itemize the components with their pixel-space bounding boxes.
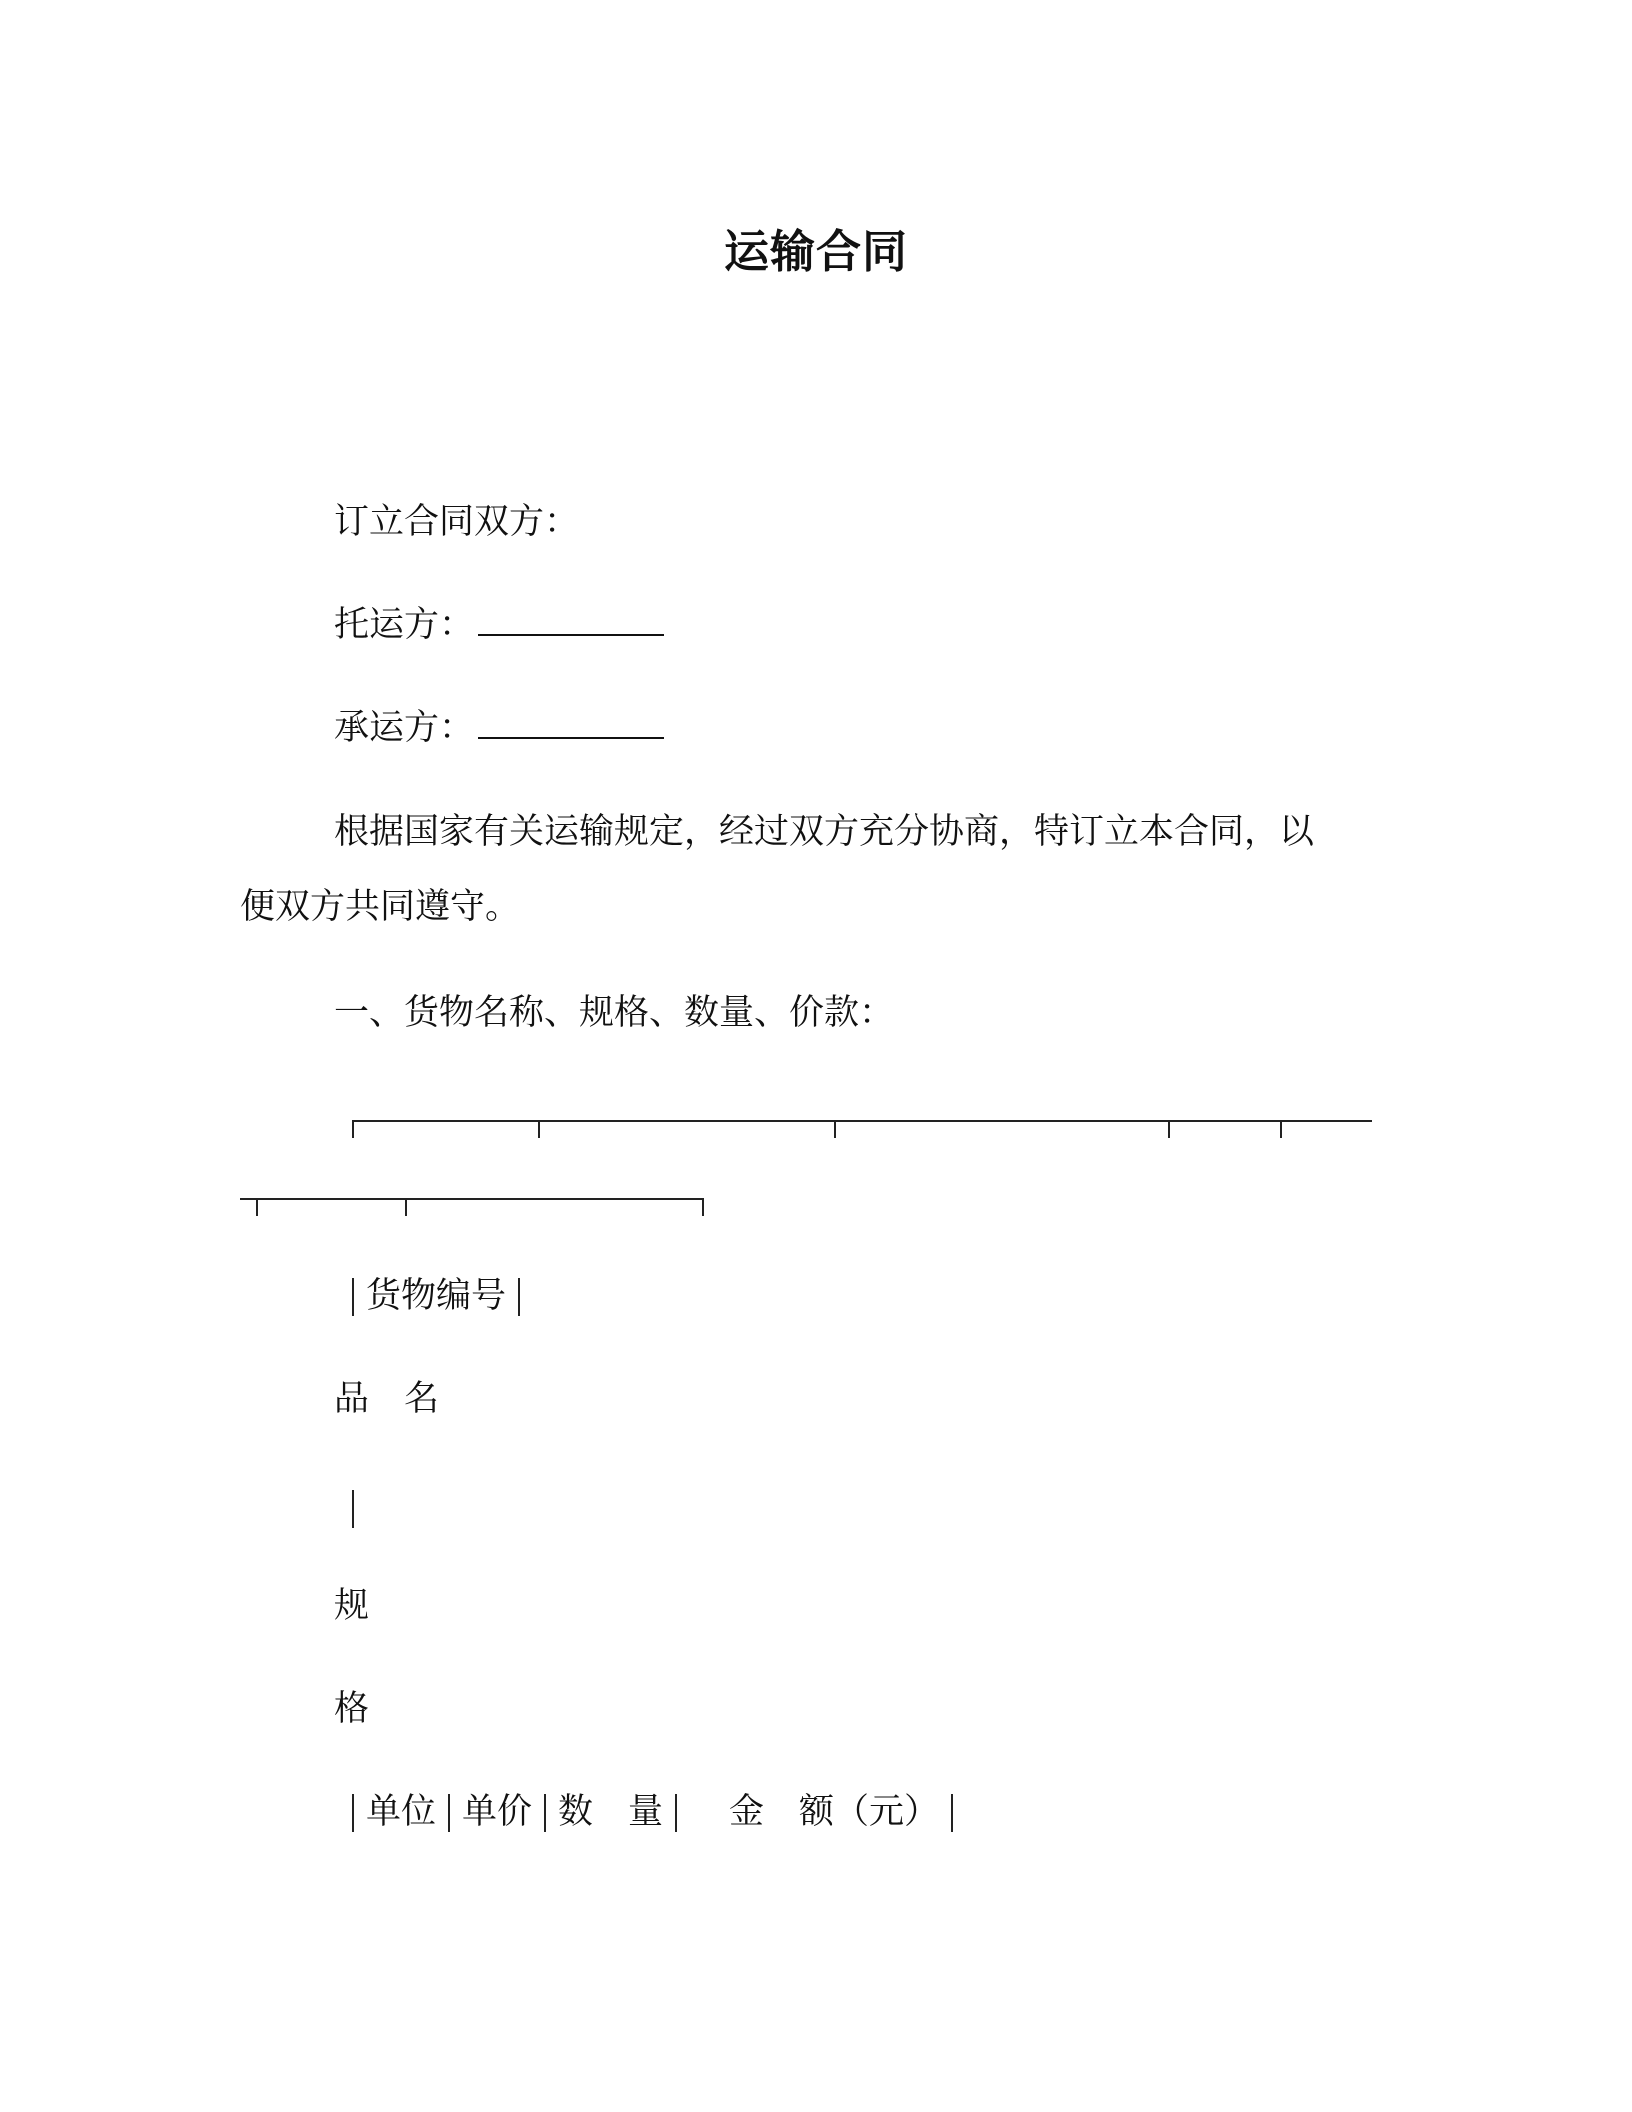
table-cell-divider [518, 1278, 520, 1316]
intro-paragraph-line-2: 便双方共同遵守。 [240, 887, 521, 927]
table-border-tick [352, 1120, 354, 1138]
table-top-border-continued [240, 1198, 702, 1200]
table-cell-divider [951, 1794, 953, 1832]
col-amount: 金 额（元） [729, 1792, 940, 1832]
table-border-tick [538, 1120, 540, 1138]
table-border-tick [834, 1120, 836, 1138]
table-border-tick [1168, 1120, 1170, 1138]
table-header-name: 品 名 [334, 1379, 440, 1419]
table-border-tick [405, 1198, 407, 1216]
shipper-line [334, 600, 664, 650]
shipper-blank-field[interactable] [478, 600, 664, 636]
document-title: 运输合同 [723, 225, 908, 278]
table-border-tick [1280, 1120, 1282, 1138]
table-header-spec-1: 规 [334, 1586, 370, 1626]
table-cell-divider-row [340, 1483, 366, 1533]
table-cell-divider [352, 1490, 354, 1528]
col-unit-price: 单价 [462, 1792, 533, 1832]
parties-heading: 订立合同双方： [334, 502, 580, 542]
section-1-heading: 一、货物名称、规格、数量、价款： [334, 993, 895, 1033]
carrier-label: 承运方： [334, 708, 475, 748]
table-header-row-units [340, 1787, 965, 1837]
table-border-tick [702, 1198, 704, 1216]
table-cell-divider [544, 1794, 546, 1832]
col-quantity: 数 量 [558, 1792, 664, 1832]
table-header-goods-no [340, 1271, 532, 1321]
table-cell-divider [675, 1794, 677, 1832]
table-cell-divider [448, 1794, 450, 1832]
intro-paragraph-line-1: 根据国家有关运输规定，经过双方充分协商，特订立本合同，以 [334, 812, 1315, 852]
table-cell-divider [352, 1794, 354, 1832]
col-unit: 单位 [366, 1792, 437, 1832]
col-goods-no: 货物编号 [366, 1276, 507, 1316]
table-border-tick [256, 1198, 258, 1216]
carrier-blank-field[interactable] [478, 703, 664, 739]
table-top-border [352, 1120, 1372, 1122]
table-header-spec-2: 格 [334, 1689, 370, 1729]
table-cell-divider [352, 1278, 354, 1316]
carrier-line [334, 703, 664, 753]
shipper-label: 托运方： [334, 605, 475, 645]
